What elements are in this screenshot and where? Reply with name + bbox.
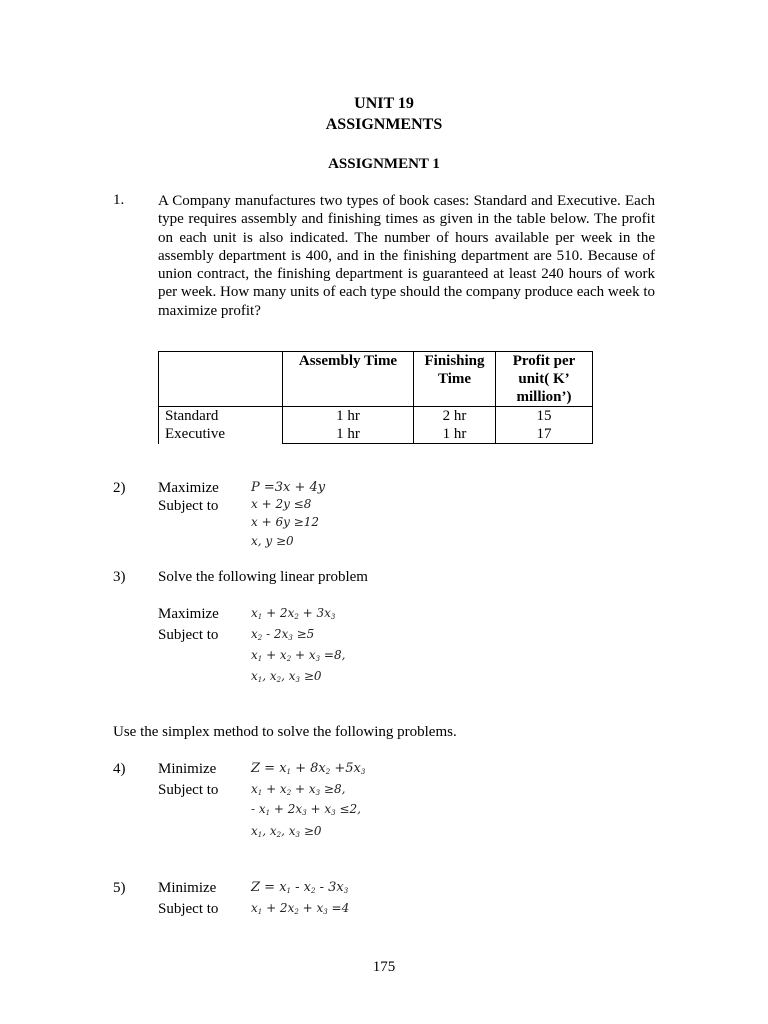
q3-subject-to-label: Subject to	[158, 627, 219, 643]
question-1-text: A Company manufactures two types of book cases: Standard and Executive. Each type requires assembly and finishing times as given in the table below. The profit on each unit is also indicated. The number of hours available per week in the assembly department is 400, and in the finishing department are 510. Because of union contract, the finishing department is guaranteed at least 240 hours of work per week. How many units of each type should the company produce each week to maximize profit?	[158, 193, 655, 319]
q4-constraint-2: - $x_1 + 2x_3 + x_3 \le 2$,	[251, 802, 361, 817]
q5-subject-to-label: Subject to	[158, 901, 219, 917]
question-number-3: 3)	[113, 569, 126, 585]
table-header-assembly: Assembly Time	[283, 352, 414, 407]
table-header-row	[159, 352, 593, 407]
q3-constraint-3: $x_1$, $x_2$, $x_3 \ge 0$	[251, 669, 322, 684]
q3-constraint-2: $x_1 + x_2 + x_3 =8$,	[251, 648, 346, 663]
q3-objective: $x_1 + 2x_2 + 3x_3$	[251, 606, 336, 621]
q2-constraint-1: x + 2y ≤8	[251, 497, 312, 511]
q3-intro: Solve the following linear problem	[158, 569, 368, 585]
table-finishing-cells: 2 hr 1 hr	[414, 407, 496, 444]
q4-minimize-label: Minimize	[158, 761, 217, 777]
assignments-heading: ASSIGNMENTS	[325, 116, 443, 133]
question-number-2: 2)	[113, 480, 126, 496]
q5-constraint-1: $x_1 + 2x_2 + x_3 =4$	[251, 901, 350, 916]
q3-maximize-label: Maximize	[158, 606, 219, 622]
q2-objective: P =3x + 4y	[251, 480, 326, 495]
q2-maximize-label: Maximize	[158, 480, 219, 496]
q3-constraint-1: $x_2 - 2x_3 \ge 5$	[251, 627, 315, 642]
bookcase-table	[158, 351, 593, 444]
q5-objective: $Z = x_1 - x_2 - 3x_3$	[251, 880, 349, 895]
question-number-5: 5)	[113, 880, 126, 896]
q4-subject-to-label: Subject to	[158, 782, 219, 798]
table-header-empty	[159, 352, 283, 407]
q2-constraint-3: x, y ≥0	[251, 534, 294, 548]
table-assembly-cells: 1 hr 1 hr	[283, 407, 414, 444]
page-number: 175	[372, 959, 396, 975]
unit-title: UNIT 19	[354, 95, 414, 112]
q2-constraint-2: x + 6y ≥12	[251, 515, 320, 529]
q4-constraint-1: $x_1 + x_2 + x_3 \ge 8$,	[251, 782, 346, 797]
question-number-4: 4)	[113, 761, 126, 777]
table-row	[159, 407, 593, 444]
table-header-profit: Profit per unit( K’ million’)	[496, 352, 593, 407]
question-number-1: 1.	[113, 192, 125, 208]
assignment-heading: ASSIGNMENT 1	[328, 156, 440, 172]
table-header-finishing: Finishing Time	[414, 352, 496, 407]
q5-minimize-label: Minimize	[158, 880, 217, 896]
table-row-name: Standard Executive	[159, 407, 283, 444]
q4-constraint-3: $x_1$, $x_2$, $x_3 \ge 0$	[251, 824, 322, 839]
q4-objective: $Z = x_1 + 8x_2 +5x_3$	[251, 761, 366, 776]
simplex-instruction: Use the simplex method to solve the following problems.	[113, 724, 457, 740]
table-profit-cells: 15 17	[496, 407, 593, 444]
q2-subject-to-label: Subject to	[158, 498, 219, 514]
